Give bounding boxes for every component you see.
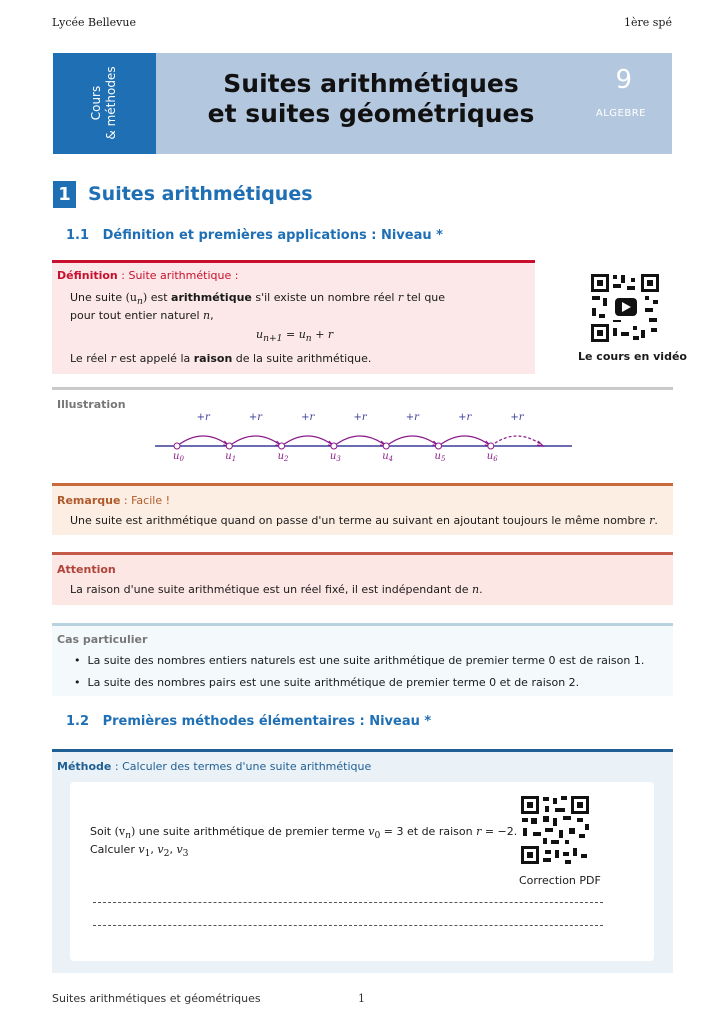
step-label: +r — [301, 412, 315, 423]
school-name: Lycée Bellevue — [52, 16, 136, 29]
step-arrowhead — [537, 441, 543, 446]
method-label: Méthode — [57, 760, 112, 773]
definition-box — [52, 260, 535, 374]
term-point — [488, 443, 494, 449]
step-arc — [386, 436, 438, 446]
banner-tag-text — [89, 66, 119, 139]
subsection-title-2: Premières méthodes élémentaires : Niveau * — [102, 714, 432, 729]
qr-code-icon — [519, 794, 591, 866]
remark-label: Remarque — [57, 494, 121, 507]
definition-label-row — [57, 269, 238, 282]
term-point — [383, 443, 389, 449]
special-case-box — [52, 623, 673, 696]
chapter-title-line1: Suites arithmétiques — [223, 69, 519, 98]
definition-subtitle: : Suite arithmétique : — [117, 269, 239, 282]
definition-label: Définition — [57, 269, 118, 282]
footer-title: Suites arithmétiques et géométriques — [52, 992, 261, 1005]
correction-qr-code[interactable] — [519, 794, 591, 866]
class-level: 1ère spé — [624, 16, 672, 29]
chapter-number: 9 — [615, 65, 632, 95]
exercise-line1: Soit $(v_n)$ une suite arithmétique de premier terme $v_0 = 3$ et de raison r = −2. — [90, 825, 518, 842]
term-label: $u_2$ — [277, 451, 289, 463]
illustration-box — [52, 387, 673, 466]
term-label: $u_1$ — [225, 451, 237, 463]
attention-text: La raison d'une suite arithmétique est un réel fixé, il est indépendant de n. — [70, 583, 483, 596]
remark-box — [52, 483, 673, 535]
term-label: $u_4$ — [382, 451, 394, 463]
exercise-card — [70, 782, 654, 961]
banner-tag-line1: Cours — [89, 85, 103, 121]
definition-line3: Le réel r est appelé la raison de la suite arithmétique. — [70, 352, 372, 365]
term-point — [226, 443, 232, 449]
banner-tag-line2: & méthodes — [104, 66, 118, 140]
step-label: +r — [405, 412, 419, 423]
definition-formula: $u_{n+1} = u_n + r$ — [256, 328, 334, 345]
remark-text: Une suite est arithmétique quand on passe d'un terme au suivant en ajoutant toujours le même nombre r. — [70, 514, 658, 527]
term-label: $u_5$ — [434, 451, 446, 463]
method-label-row — [57, 760, 371, 773]
chapter-banner — [53, 53, 672, 154]
chapter-title — [156, 69, 586, 129]
attention-label: Attention — [57, 563, 116, 576]
subsection-heading — [66, 228, 443, 243]
answer-line-1 — [93, 902, 603, 903]
chapter-title-line2: et suites géométriques — [207, 99, 535, 128]
special-case-item-2: • La suite des nombres pairs est une suite arithmétique de premier terme 0 et de raison 2. — [74, 676, 580, 689]
term-point — [279, 443, 285, 449]
step-arc — [491, 436, 543, 446]
remark-subtitle: : Facile ! — [120, 494, 170, 507]
remark-label-row — [57, 494, 170, 507]
step-label: +r — [248, 412, 263, 423]
term-label: $u_6$ — [486, 451, 498, 463]
subsection-number-2: 1.2 — [66, 714, 90, 729]
video-qr-code[interactable] — [589, 272, 661, 344]
subsection-heading-2 — [66, 714, 431, 729]
section-number: 1 — [53, 181, 76, 208]
term-point — [436, 443, 442, 449]
step-label: +r — [458, 412, 472, 423]
step-arc — [334, 436, 386, 446]
step-label: +r — [353, 412, 367, 423]
definition-line1: Une suite $(u_n)$ est arithmétique s'il existe un nombre réel r tel que — [70, 291, 446, 308]
method-subtitle: : Calculer des termes d'une suite arithmétique — [111, 760, 372, 773]
term-label: $u_0$ — [173, 451, 184, 463]
subsection-number: 1.1 — [66, 228, 90, 243]
special-case-label: Cas particulier — [57, 633, 148, 646]
step-arc — [282, 436, 334, 446]
page-number: 1 — [358, 992, 365, 1005]
attention-box — [52, 552, 673, 605]
illustration-label: Illustration — [57, 398, 126, 411]
term-label: $u_3$ — [329, 451, 341, 463]
step-label: +r — [510, 412, 524, 423]
chapter-domain: ALGEBRE — [595, 108, 646, 119]
section-title: Suites arithmétiques — [88, 183, 313, 205]
arithmetic-sequence-diagram — [147, 412, 577, 464]
step-arc — [439, 436, 491, 446]
step-arc — [177, 436, 229, 446]
term-point — [331, 443, 337, 449]
term-point — [174, 443, 180, 449]
method-box — [52, 749, 673, 973]
qr-code-icon — [589, 272, 661, 344]
definition-line2: pour tout entier naturel n, — [70, 309, 214, 322]
step-label: +r — [196, 412, 210, 423]
answer-line-2 — [93, 925, 603, 926]
video-qr-caption: Le cours en vidéo — [578, 350, 687, 363]
step-arc — [229, 436, 281, 446]
special-case-item-1: • La suite des nombres entiers naturels est une suite arithmétique de premier terme 0 est de raison 1. — [74, 654, 645, 667]
subsection-title: Définition et premières applications : Niveau * — [102, 228, 443, 243]
exercise-line2: Calculer $v_1$, $v_2$, $v_3$ — [90, 843, 189, 860]
correction-qr-caption: Correction PDF — [519, 874, 601, 887]
banner-tag — [53, 53, 156, 154]
